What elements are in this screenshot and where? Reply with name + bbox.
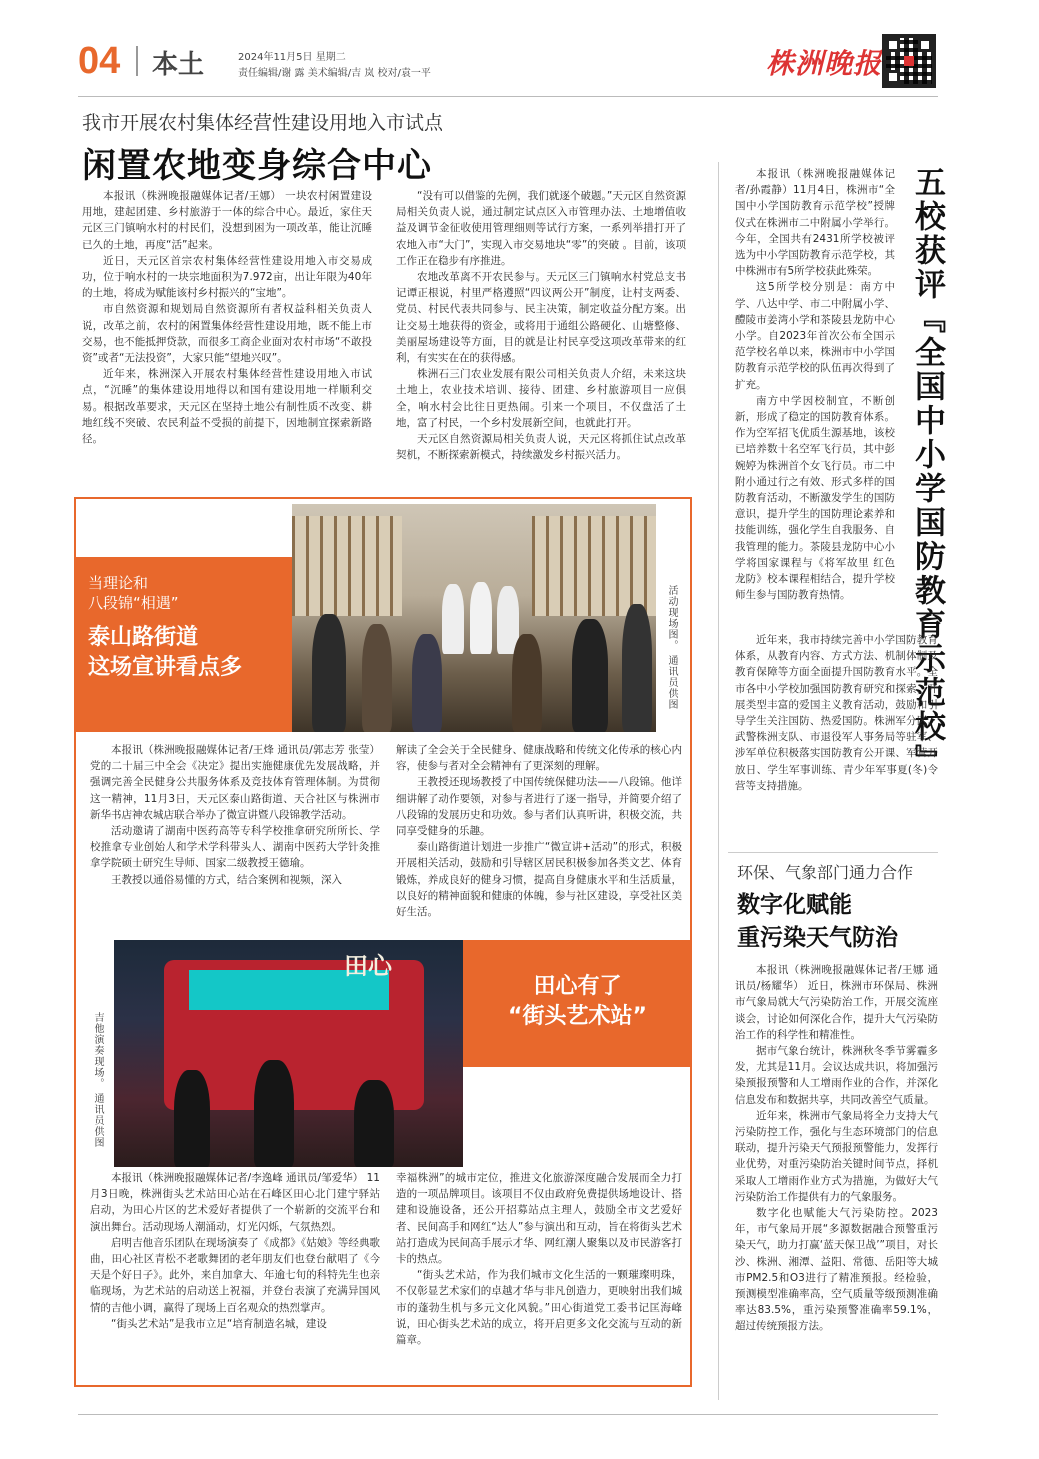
headline-line: 这场宣讲看点多 (88, 655, 243, 680)
article4-body-bottom (735, 632, 938, 794)
article3-title-box (463, 940, 692, 1067)
performer-figure (174, 1070, 210, 1167)
header-divider (136, 46, 138, 76)
participant-figure (362, 624, 392, 732)
paragraph: 天元区自然资源局相关负责人说，天元区将抓住试点改革契机，不断探索新模式，持续激发乡村振兴活力。 (396, 433, 686, 462)
headline-line: 泰山路街道 (88, 625, 199, 650)
participant-figure (512, 634, 542, 732)
article5-kicker: 环保、气象部门通力合作 (737, 863, 914, 882)
article3-col2 (396, 1170, 682, 1348)
article1-headline: 闲置农地变身综合中心 (82, 146, 432, 186)
article1-col2 (396, 188, 686, 463)
paragraph: 启明吉他音乐团队在现场演奏了《成都》《姑娘》等经典歌曲，田心社区青松不老歌舞团的老年朋友们也登台献唱了《今天是个好日子》。此外，来自加拿大、年逾七旬的科特先生也亲临现场，为艺术站的启动送上祝福，并登台表演了充满异国风情的吉他小调，赢得了现场上百名观众的热烈掌声。 (90, 1236, 380, 1314)
column-divider (718, 162, 719, 1400)
bookshelf (532, 516, 656, 616)
issue-date: 2024年11月5日 星期二 (238, 52, 346, 63)
paragraph: 近日，天元区首宗农村集体经营性建设用地入市交易成功，位于响水村的一块宗地面积为7.972亩，出让年限为40年的土地，将成为赋能该村乡村振兴的“宝地”。 (82, 254, 372, 300)
participant-figure (572, 619, 608, 732)
article5-body (735, 962, 938, 1335)
article3-photo[interactable] (114, 940, 463, 1167)
paragraph: 王教授以通俗易懂的方式，结合案例和视频，深入 (111, 873, 342, 886)
kicker-line: 当理论和 (88, 574, 149, 592)
article5-headline-line1: 数字化赋能 (737, 891, 852, 918)
performer-figure (354, 1080, 394, 1167)
footer-rule (78, 1414, 938, 1415)
article2-photo-caption: 活动现场图。 通讯员供图 (666, 585, 677, 711)
performer-figure (254, 1060, 294, 1167)
article3-photo-caption: 吉他演奏现场。 通讯员供图 (92, 1012, 103, 1149)
article4-headline: 五校获评『全国中小学国防教育示范校』 (909, 166, 945, 778)
header-rule (78, 96, 938, 97)
participant-figure (412, 634, 442, 732)
paragraph: 据市气象台统计，株洲秋冬季节雾霾多发，尤其是11月。会议达成共识，将加强污染预报预警和人工增雨作业的合作，并深化信息发布和数据共享，共同改善空气质量。 (735, 1045, 938, 1106)
paragraph: 近年来，株洲市气象局将全力支持大气污染防控工作，强化与生态环境部门的信息联动，提升污染天气预报预警能力，发挥行业优势，对重污染防治关键时间节点，择机采取人工增雨作业方式为措施，为做好大气污染防治工作提供有力的气象服务。 (735, 1109, 938, 1203)
paragraph: 近年来，我市持续完善中小学国防教育体系，从教育内容、方式方法、机制体制及教育保障等方面全面提升国防教育水平。全市各中小学校加强国防教育研究和探索，开展类型丰富的爱国主义教育活动，鼓励和引导学生关注国防、热爱国防。株洲军分区、武警株洲支队、市退役军人事务局等驻军、涉军单位积极落实国防教育公开课、军营开放日、学生军事训练、青少年军事夏(冬)令营等支持措施。 (735, 634, 938, 792)
paragraph: 幸福株洲”的城市定位，推进文化旅游深度融合发展而全力打造的一项品牌项目。该项目不仅由政府免费提供场地设计、搭建和设施设备，还公开招募站点主理人，鼓励全市文艺爱好者、民间高手和网红“达人”参与演出和互动，旨在将街头艺术站打造成为民间高手展示才华、网红潮人聚集以及市民游客打卡的热点。 (396, 1172, 682, 1266)
tianxin-sign: 田心 (344, 952, 392, 980)
editor-credits: 责任编辑/谢 露 美术编辑/吉 岚 校对/袁一平 (238, 68, 431, 79)
paragraph: 数字化也赋能大气污染防控。2023年，市气象局开展“多源数据融合预警重污染天气，助力打赢‘蓝天保卫战’”项目，对长沙、株洲、湘潭、益阳、常德、岳阳等大城市PM2.5和O3进行了精准预报。经检验，预测模型准确率高，空气质量等级预测准确率达83.5%，重污染预警准确率59.1%，超过传统预报方法。 (735, 1207, 938, 1333)
article2-col2 (396, 742, 682, 920)
article2-photo[interactable] (292, 504, 656, 732)
paragraph: 株洲石三门农业发展有限公司相关负责人介绍，未来这块土地上，农业技术培训、接待、团建、乡村旅游项目一应俱全，响水村会比往日更热闹。引来一个项目，不仅盘活了土地，富了村民，一个乡村发展新空间，也就此打开。 (396, 368, 686, 429)
article3-headline (463, 972, 692, 1032)
article1-kicker: 我市开展农村集体经营性建设用地入市试点 (82, 112, 444, 134)
paragraph: 本报讯（株洲晚报融媒体记者/王烽 通讯员/郭志芳 张莹） 党的二十届三中全会《决定》提出实施健康优先发展战略，并强调完善全民健身公共服务体系及竞技体育管理体制。为贯彻这一精神，11月3日，天元区泰山路街道、天合社区与株洲市新华书店神农城店联合举办了微宣讲暨八段锦教学活动。 (90, 744, 380, 821)
participant-figure (622, 604, 652, 732)
newspaper-logo: 株洲晚报 (766, 47, 883, 80)
paragraph: “没有可以借鉴的先例，我们就逐个破题。”天元区自然资源局相关负责人说，通过制定试点区入市管理办法、土地增值收益及调节金征收使用管理细则等试行方案，一系列举措打开了农地入市“大门”，实现入市交易地块“零”的突破 。目前，该项工作正在稳步有序推进。 (396, 190, 686, 267)
paragraph: 市自然资源和规划局自然资源所有者权益科相关负责人说，改革之前，农村的闲置集体经营性建设用地，既不能上市交易，也不能抵押贷款，而很多工商企业面对农村市场“不敢投资”或者“无法投资”，大家只能“望地兴叹”。 (82, 303, 372, 365)
paragraph: 活动邀请了湖南中医药高等专科学校推拿研究所所长、学校推拿专业创始人和学术学科带头人、湖南中医药大学针灸推拿学院硕士研究生导师、国家二级教授王德瑜。 (90, 825, 380, 870)
paragraph: 本报讯（株洲晚报融媒体记者/孙霞静）11月4日，株洲市“全国中小学国防教育示范学校”授牌仪式在株洲市二中附属小学举行。今年，全国共有2431所学校被评选为中小学国防教育示范学校，其中株洲市有5所学校获此殊荣。 (735, 168, 895, 278)
article5-headline-line2: 重污染天气防治 (737, 924, 898, 951)
article5-headline (737, 888, 898, 954)
instructor-figure (442, 584, 464, 654)
bookshelf (292, 516, 402, 616)
paragraph: 南方中学因校制宜，不断创新，形成了稳定的国防教育体系。作为空军招飞优质生源基地，该校已培养数十名空军飞行员，其中彭婉婷为株洲首个女飞行员。市二中附小通过行之有效、形式多样的国防教育活动，不断激发学生的国防意识，提升学生的国防理论素养和技能训练，强化学生自我服务、自我管理的能力。茶陵县龙防中心小学将国家课程与《将军故里 红色龙防》校本课程相结合，提升学校师生参与国防教育热情。 (735, 394, 895, 602)
page-header (78, 38, 938, 88)
qr-code-icon[interactable] (882, 34, 936, 88)
paragraph: 这5所学校分别是：南方中学、八达中学、市二中附属小学、醴陵市姜湾小学和茶陵县龙防中心小学。自2023年首次公布全国示范学校名单以来，株洲市中小学国防教育示范学校的队伍再次得到了扩充。 (735, 281, 895, 391)
paragraph: 本报讯（株洲晚报融媒体记者/王娜 通讯员/杨耀华） 近日，株洲市环保局、株洲市气象局就大气污染防治工作，开展交流座谈会，讨论如何深化合作，提升大气污染防治工作的科学性和精准性。 (735, 964, 938, 1041)
article4-body-top (735, 166, 895, 603)
page-number: 04 (78, 40, 121, 82)
article2-title-box (74, 557, 292, 732)
paragraph: “街头艺术站，作为我们城市文化生活的一颗璀璨明珠，不仅彰显艺术家们的卓越才华与非凡创造力，更映射出我们城市的蓬勃生机与多元文化风貌。”田心街道党工委书记匡海峰说，田心街头艺术站的成立，将开启更多文化交流与互动的新篇章。 (396, 1269, 682, 1347)
paragraph: 农地改革离不开农民参与。天元区三门镇响水村党总支书记谭正根说，村里严格遵照“四议两公开”制度，让村支两委、党员、村民代表共同参与、民主决策，制定收益分配方案。出让交易土地获得的资金，或将用于通组公路硬化、山塘整修、美丽屋场建设等方面，目的就是让村民享受这项改革带来的红利，有实实在在的获得感。 (396, 271, 686, 365)
kicker-line: 八段锦“相遇” (88, 594, 179, 612)
section-rule (728, 852, 938, 853)
section-name: 本土 (152, 50, 205, 80)
paragraph: “街头艺术站”是我市立足“培育制造名城，建设 (111, 1317, 327, 1330)
article2-headline (88, 623, 242, 683)
article2-col1 (90, 742, 380, 888)
instructor-figure (470, 582, 492, 654)
paragraph: 王教授还现场教授了中国传统保健功法——八段锦。他详细讲解了动作要领，对参与者进行了逐一指导，并简要介绍了八段锦的发展历史和功效。参与者们认真听讲，积极交流，共同享受健身的乐趣。 (396, 776, 682, 838)
headline-line: 田心有了 (533, 974, 622, 999)
article1-col1 (82, 188, 372, 447)
paragraph: 本报讯（株洲晚报融媒体记者/王娜） 一块农村闲置建设用地，建起团建、乡村旅游于一体的综合中心。最近，家住天元区三门镇响水村的村民们，没想到困为一项改革，能让沉睡已久的土地，再度“活”起来。 (82, 190, 372, 251)
article3-col1 (90, 1170, 380, 1332)
paragraph: 近年来，株洲深入开展农村集体经营性建设用地入市试点，“沉睡”的集体建设用地得以和国有建设用地一样顺利交易。根据改革要求，天元区在坚持土地公有制性质不改变、耕地红线不突破、农民利益不受损的前提下，因地制宜探索新路径。 (82, 368, 372, 446)
paragraph: 泰山路街道计划进一步推广“微宣讲+活动”的形式，积极开展相关活动，鼓励和引导辖区居民积极参加各类文艺、体育锻炼，养成良好的健身习惯，提高自身健康水平和生活质量，以良好的精神面貌和健康的体魄，参与社区建设，享受社区美好生活。 (396, 841, 682, 919)
paragraph: 解读了全会关于全民健身、健康战略和传统文化传承的核心内容，使参与者对全会精神有了更深刻的理解。 (396, 744, 682, 773)
participant-figure (312, 614, 346, 732)
paragraph: 本报讯（株洲晚报融媒体记者/李逸峰 通讯员/邹爱华） 11月3日晚，株洲街头艺术站田心站在石峰区田心北门建宁驿站启动，为田心片区的艺术爱好者提供了一个崭新的交流平台和演出舞台。活动现场人潮涌动，灯光闪烁，气氛热烈。 (90, 1172, 380, 1233)
headline-line: “街头艺术站” (508, 1004, 647, 1029)
article2-kicker (88, 573, 179, 613)
